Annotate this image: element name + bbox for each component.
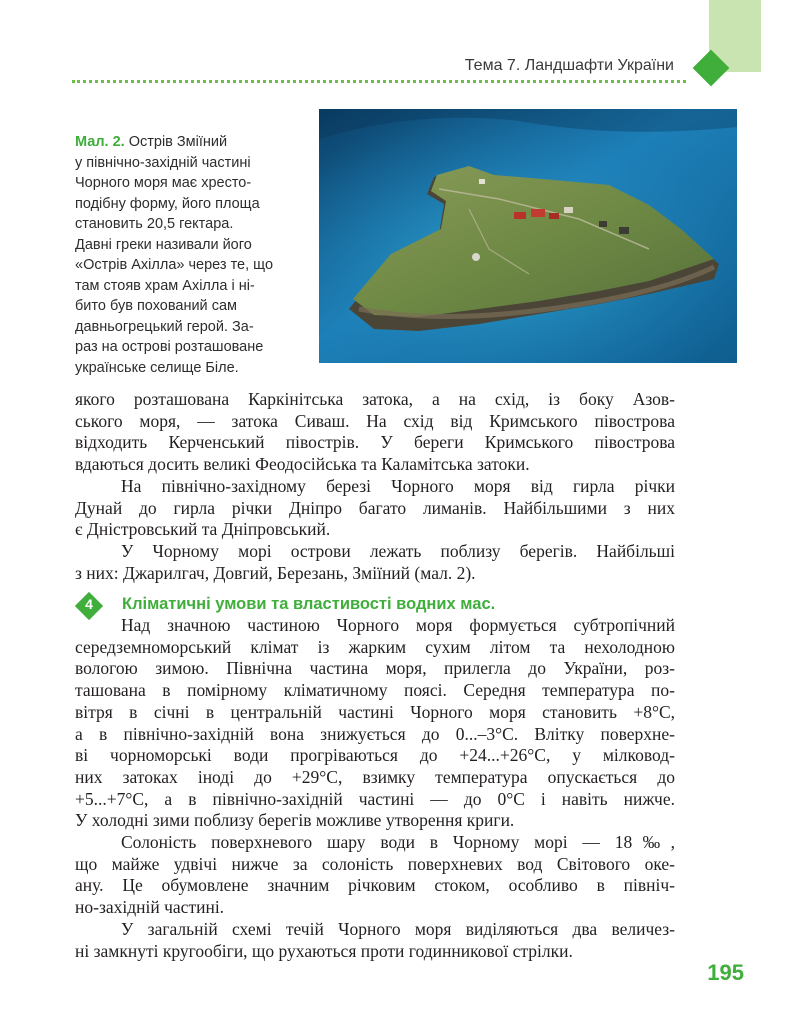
section-title: Кліматичні умови та властивості водних мас. [122,595,496,613]
caption-line: Давні греки називали його [75,236,252,253]
paragraph-block-top [75,389,675,584]
text-line: ні замкнуті кругообіги, що рухаються проти годинникової стрілки. [75,940,573,961]
island-illustration [319,109,737,363]
text-line: Солоність поверхневого шару води в Чорному морі — 18‰, [121,832,675,853]
figure-caption [75,132,287,378]
text-line: них затоках іноді до +29°С, взимку температура опускається до [75,766,675,787]
text-line: У загальній схемі течій Чорного моря виділяються два величез- [121,918,675,939]
text-line: вітря в січні в центральній частині Чорного моря становить +8°С, [75,701,675,722]
text-line: а в північно-західній вона знижується до 0...–3°С. Влітку поверхне- [75,723,675,744]
text-line: +5...+7°С, а в північно-західній частині — до 0°С і навіть нижче. [75,788,675,809]
island-photo [319,109,737,363]
text-line: Дунай до гирла річки Дніпро багато лиманів. Найбільшими з них [75,497,675,518]
text-line: но-західній частині. [75,897,225,918]
text-line: є Дністровський та Дніпровський. [75,519,331,540]
text-line: з них: Джарилгач, Довгий, Березань, Зміїний (мал. 2). [75,562,476,583]
caption-line: становить 20,5 гектара. [75,216,234,232]
text-line: середземноморський клімат із жарким сухим літом та нехолодною [75,636,675,657]
caption-line: подібну форму, його площа [75,195,260,212]
chapter-header: Тема 7. Ландшафти України [464,57,674,74]
figure-label: Мал. 2. [75,134,125,150]
text-line: У Чорному морі острови лежать поблизу берегів. Найбільші [121,540,675,561]
caption-line: українське селище Біле. [75,359,239,376]
caption-text: Острів Зміїний [124,134,228,150]
text-line: ського моря, — затока Сиваш. На схід від Кримського півострова [75,410,675,431]
caption-line: раз на острові розташоване [75,339,264,355]
caption-line: «Острів Ахілла» через те, що [75,257,274,273]
text-line: ану. Це обумовлене значним річковим стоком, особливо в північ- [75,875,675,896]
text-line: вдаються досить великі Феодосійська та Каламітська затоки. [75,454,530,475]
text-line: На північно-західному березі Чорного моря від гирла річки [121,475,675,496]
text-line: відходить Керченський півострів. У береги Кримського півострова [75,432,675,453]
text-line: що майже удвічі нижче за солоність поверхневих вод Світового оке- [75,853,675,874]
text-line: Над значною частиною Чорного моря формується субтропічний [121,615,675,635]
page-number: 195 [707,960,744,985]
paragraph-block-bottom [75,615,675,962]
caption-line: давньогрецький герой. За- [75,318,254,335]
section-number: 4 [85,596,93,612]
caption-line: у північно-західній частині [75,154,251,171]
text-line: якого розташована Каркінітська затока, а на схід, із боку Азов- [75,389,675,409]
caption-line: там стояв храм Ахілла і ні- [75,277,255,294]
text-line: У холодні зими поблизу берегів можливе утворення криги. [75,810,515,831]
text-line: ташована в помірному кліматичному поясі. Середня температура по- [75,680,675,701]
header-dotted-rule [72,80,686,83]
caption-line-1 [75,132,287,153]
caption-line: Чорного моря має хресто- [75,175,252,191]
text-line: ві чорноморські води прогріваються до +24...+26°С, у мілковод- [75,745,675,766]
caption-line: бито був похований сам [75,298,237,314]
text-line: вологою зимою. Північна частина моря, прилегла до України, роз- [75,658,675,679]
